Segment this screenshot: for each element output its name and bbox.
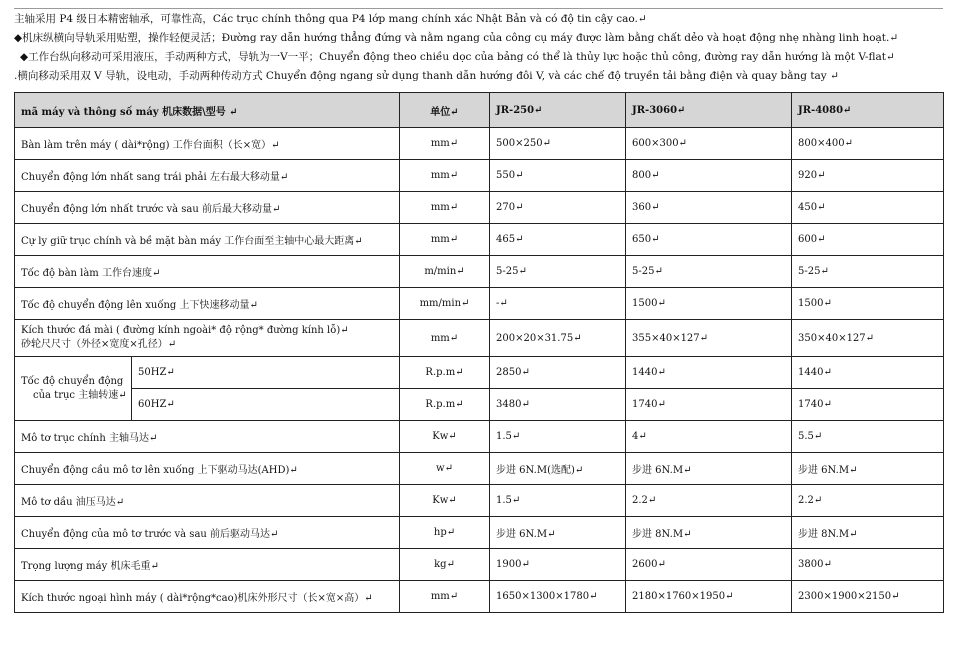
value-cell: 1740↵: [792, 389, 944, 421]
table-row: [15, 192, 944, 224]
table-row: [15, 320, 944, 357]
value-cell: 800↵: [626, 160, 792, 192]
value-cell: 3480↵: [490, 389, 626, 421]
unit-cell: mm↵: [400, 320, 490, 357]
intro-line: ◆工作台纵向移动可采用液压，手动两种方式，导轨为一V一平；Chuyển động theo chiều dọc của bảng có thể là thủy lực hoặc thủ công, đường ray dẫn hướng là một V-flat↵: [20, 51, 895, 63]
value-cell: 步进 8N.M↵: [792, 517, 944, 549]
unit-cell: R.p.m↵: [400, 389, 490, 421]
speed-label-cell: [15, 357, 132, 421]
top-rule: [14, 8, 943, 9]
intro-line: ◆机床纵横向导轨采用贴塑，操作轻便灵活；Đường ray dẫn hướng thẳng đứng và nằm ngang của công cụ máy được làm bằng chất dẻo và hoạt động nhẹ nhàng linh hoạt.↵: [14, 32, 899, 44]
value-cell: 500×250↵: [490, 128, 626, 160]
table-row: [15, 357, 944, 389]
unit-cell: mm↵: [400, 128, 490, 160]
intro-line: .横向移动采用双 V 导轨，设电动，手动两种传动方式 Chuyển động ngang sử dụng thanh dẫn hướng đôi V, và các chế độ truyền tải bằng điện và quay bằng tay ↵: [14, 70, 839, 82]
table-row: [15, 288, 944, 320]
param-cell: Trọng lượng máy 机床毛重↵: [15, 549, 400, 581]
unit-cell: Kw↵: [400, 485, 490, 517]
value-cell: 600↵: [792, 224, 944, 256]
header-param: mã máy và thông số máy 机床数据\型号 ↵: [15, 93, 400, 128]
table-row: [15, 160, 944, 192]
param-cell: Cự ly giữ trục chính và bề mặt bàn máy 工作台面至主轴中心最大距离↵: [15, 224, 400, 256]
intro-line: 主轴采用 P4 级日本精密轴承，可靠性高，Các trục chính thông qua P4 lớp mang chính xác Nhật Bản và có độ tin cậy cao.↵: [14, 13, 647, 25]
value-cell: 1500↵: [792, 288, 944, 320]
param-cell: Mô tơ trục chính 主轴马达↵: [15, 421, 400, 453]
param-cell: Tốc độ chuyển động lên xuống 上下快速移动量↵: [15, 288, 400, 320]
value-cell: 360↵: [626, 192, 792, 224]
value-cell: 2.2↵: [792, 485, 944, 517]
value-cell: 355×40×127↵: [626, 320, 792, 357]
value-cell: 1440↵: [626, 357, 792, 389]
value-cell: 5.5↵: [792, 421, 944, 453]
frequency-cell: 60HZ↵: [132, 389, 400, 421]
param-cell: Kích thước ngoại hình máy ( dài*rộng*cao)机床外形尺寸（长×宽×高）↵: [15, 581, 400, 613]
value-cell: 600×300↵: [626, 128, 792, 160]
value-cell: 450↵: [792, 192, 944, 224]
unit-cell: kg↵: [400, 549, 490, 581]
header-model: JR-250↵: [490, 93, 626, 128]
value-cell: 800×400↵: [792, 128, 944, 160]
unit-cell: mm/min↵: [400, 288, 490, 320]
header-model: JR-4080↵: [792, 93, 944, 128]
header-model: JR-3060↵: [626, 93, 792, 128]
param-cell: Chuyển động lớn nhất sang trái phải 左右最大移动量↵: [15, 160, 400, 192]
param-cell: Chuyển động của mô tơ trước và sau 前后驱动马达↵: [15, 517, 400, 549]
speed-label-2: của trục 主轴转速↵: [33, 389, 127, 401]
value-cell: 2850↵: [490, 357, 626, 389]
unit-cell: mm↵: [400, 192, 490, 224]
spec-table: [14, 92, 944, 613]
table-row: [15, 517, 944, 549]
value-cell: 3800↵: [792, 549, 944, 581]
value-cell: 步进 6N.M↵: [792, 453, 944, 485]
unit-cell: mm↵: [400, 581, 490, 613]
value-cell: 550↵: [490, 160, 626, 192]
table-header-row: [15, 93, 944, 128]
value-cell: 1740↵: [626, 389, 792, 421]
unit-cell: hp↵: [400, 517, 490, 549]
value-cell: 步进 8N.M↵: [626, 517, 792, 549]
param-cell: Mô tơ dầu 油压马达↵: [15, 485, 400, 517]
value-cell: 350×40×127↵: [792, 320, 944, 357]
value-cell: 2300×1900×2150↵: [792, 581, 944, 613]
value-cell: 270↵: [490, 192, 626, 224]
value-cell: 步进 6N.M↵: [626, 453, 792, 485]
value-cell: 步进 6N.M↵: [490, 517, 626, 549]
table-row: [15, 256, 944, 288]
value-cell: 650↵: [626, 224, 792, 256]
value-cell: 200×20×31.75↵: [490, 320, 626, 357]
value-cell: 2600↵: [626, 549, 792, 581]
value-cell: 5-25↵: [792, 256, 944, 288]
value-cell: 4↵: [626, 421, 792, 453]
unit-cell: w↵: [400, 453, 490, 485]
table-row: [15, 224, 944, 256]
value-cell: 1900↵: [490, 549, 626, 581]
speed-label: Tốc độ chuyển động: [21, 375, 124, 387]
param-cell: [15, 320, 400, 357]
value-cell: 步进 6N.M(选配)↵: [490, 453, 626, 485]
value-cell: 2.2↵: [626, 485, 792, 517]
table-row: [15, 389, 944, 421]
value-cell: 1500↵: [626, 288, 792, 320]
param-cell: Tốc độ bàn làm 工作台速度↵: [15, 256, 400, 288]
table-row: [15, 581, 944, 613]
unit-cell: Kw↵: [400, 421, 490, 453]
intro-text: [14, 10, 943, 86]
value-cell: 920↵: [792, 160, 944, 192]
unit-cell: mm↵: [400, 160, 490, 192]
param-cell: Bàn làm trên máy ( dài*rộng) 工作台面积（长×宽）↵: [15, 128, 400, 160]
header-unit: 单位↵: [400, 93, 490, 128]
value-cell: 1.5↵: [490, 421, 626, 453]
value-cell: 5-25↵: [626, 256, 792, 288]
param-label: Kích thước đá mài ( đường kính ngoài* độ rộng* đường kính lỗ)↵: [21, 325, 349, 336]
unit-cell: m/min↵: [400, 256, 490, 288]
table-row: [15, 485, 944, 517]
value-cell: 5-25↵: [490, 256, 626, 288]
value-cell: 1.5↵: [490, 485, 626, 517]
table-row: [15, 549, 944, 581]
table-row: [15, 453, 944, 485]
unit-cell: mm↵: [400, 224, 490, 256]
value-cell: 1440↵: [792, 357, 944, 389]
param-label-cn: 砂轮尺尺寸（外径×宽度×孔径）↵: [21, 339, 177, 350]
value-cell: -↵: [490, 288, 626, 320]
unit-cell: R.p.m↵: [400, 357, 490, 389]
param-cell: Chuyển động lớn nhất trước và sau 前后最大移动量↵: [15, 192, 400, 224]
value-cell: 1650×1300×1780↵: [490, 581, 626, 613]
value-cell: 465↵: [490, 224, 626, 256]
table-row: [15, 421, 944, 453]
table-row: [15, 128, 944, 160]
value-cell: 2180×1760×1950↵: [626, 581, 792, 613]
param-cell: Chuyển động cầu mô tơ lên xuống 上下驱动马达(AHD)↵: [15, 453, 400, 485]
frequency-cell: 50HZ↵: [132, 357, 400, 389]
